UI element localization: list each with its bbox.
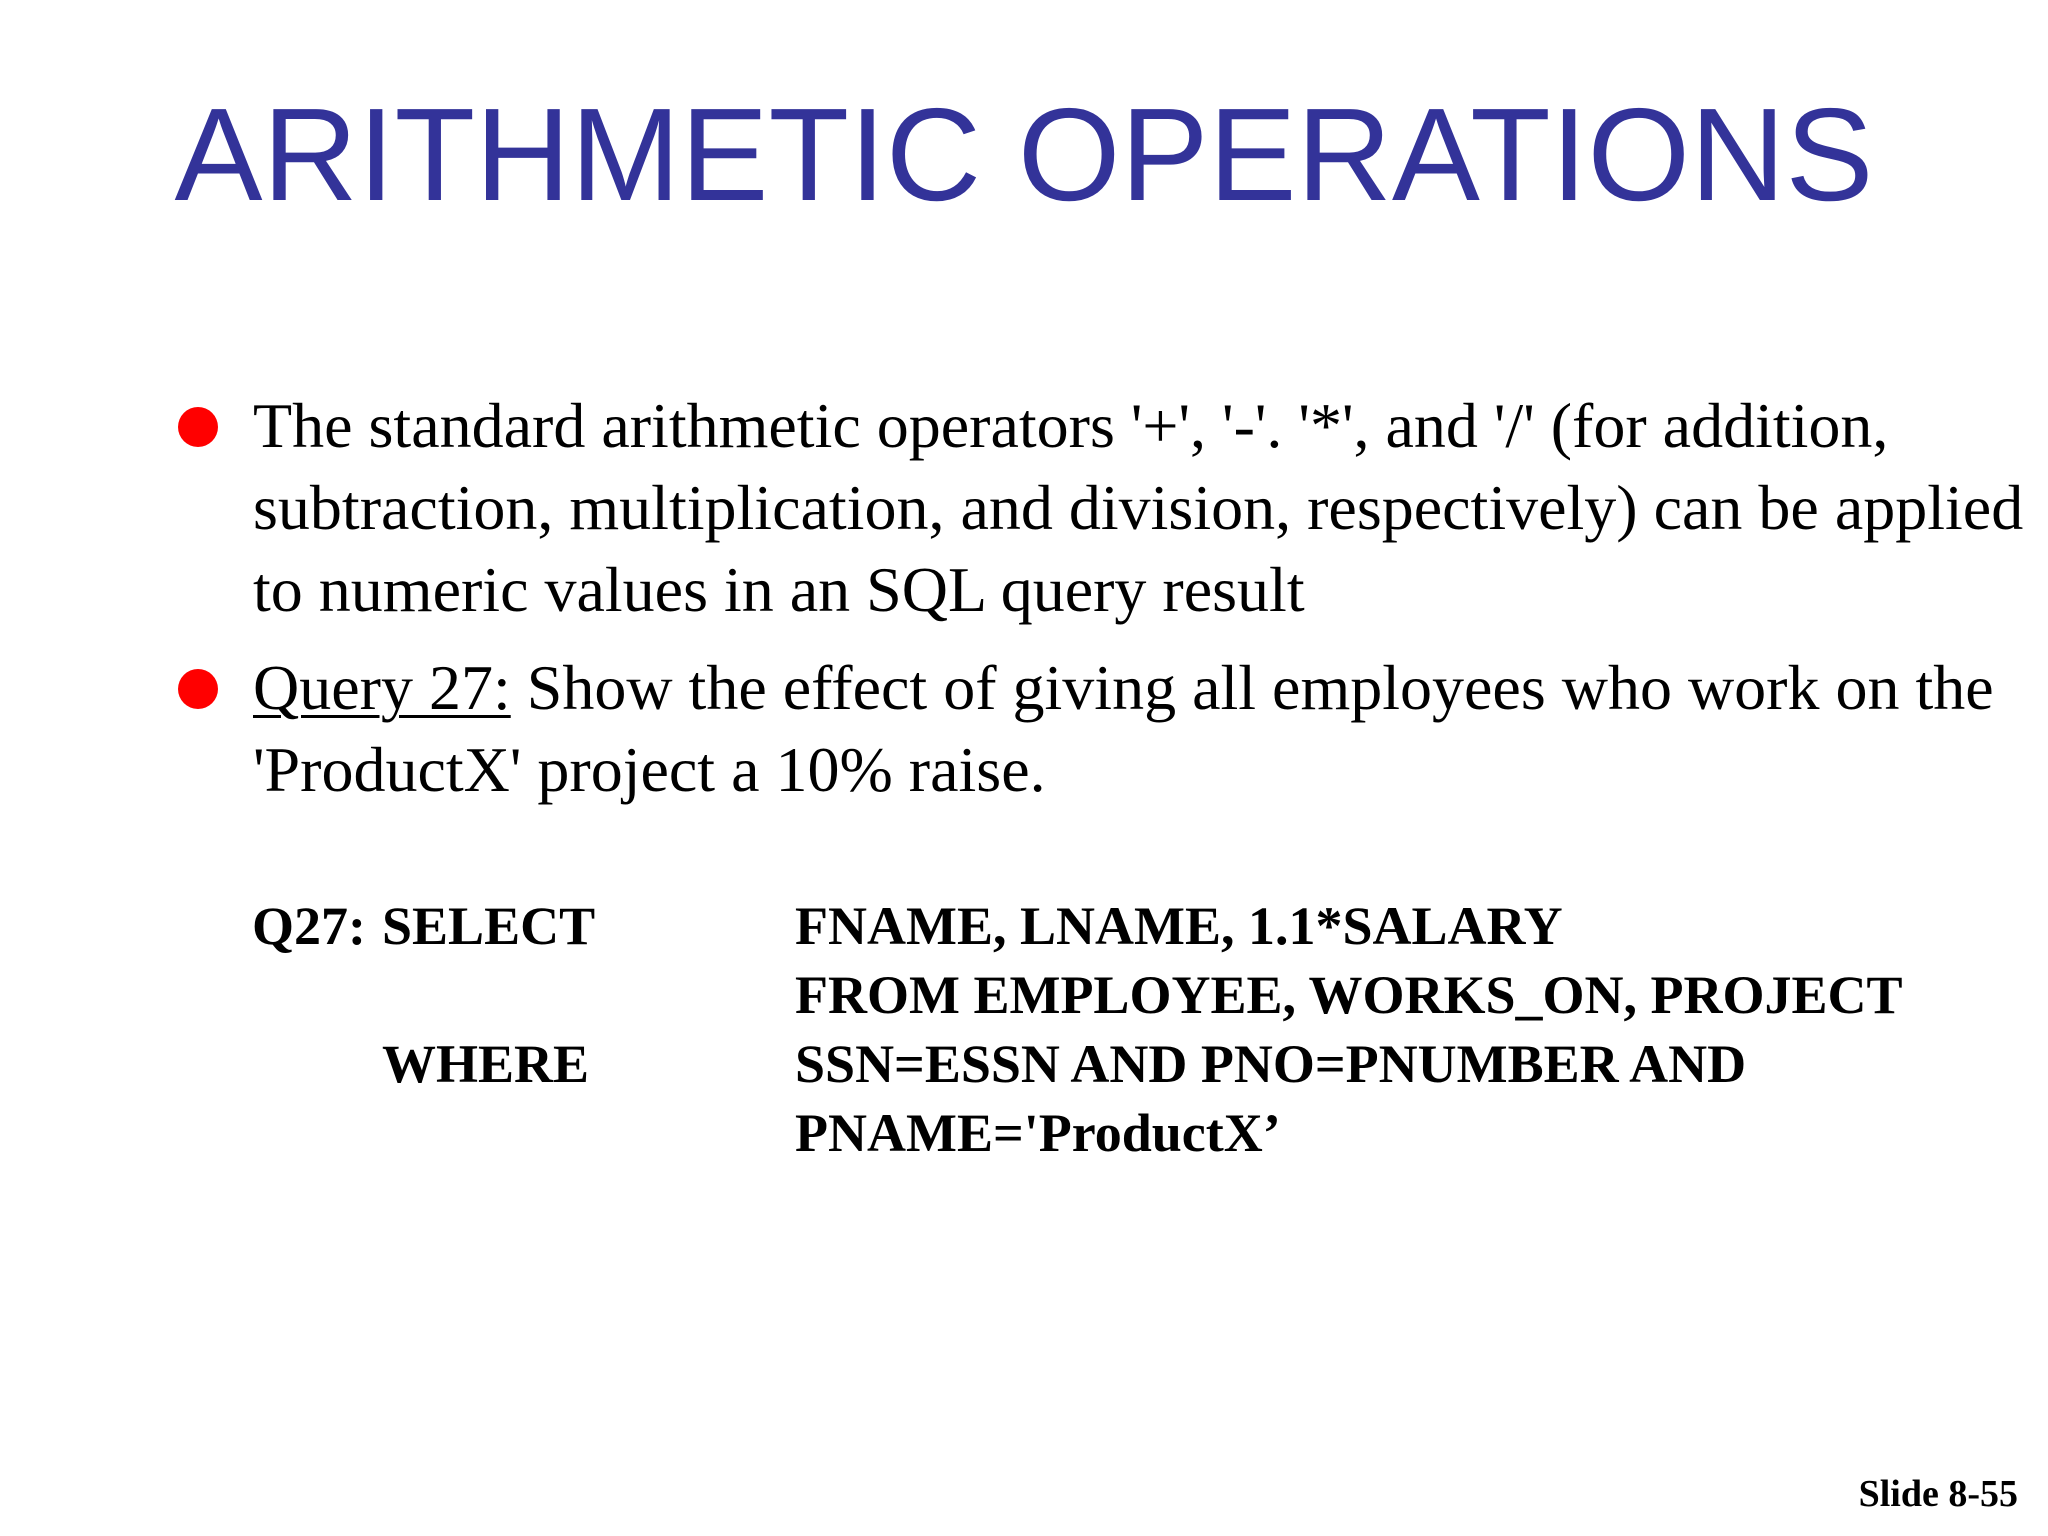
bullet-item-query27 [178, 647, 2028, 811]
query-label: Query 27: [253, 652, 511, 723]
bullet-item-operators [178, 385, 2028, 631]
bullet-dot-icon [178, 407, 218, 447]
select-keyword: SELECT [382, 896, 596, 956]
slide-title: ARITHMETIC OPERATIONS [174, 81, 1874, 228]
bullet-text: The standard arithmetic operators '+', '-'. '*', and '/' (for addition, subtraction, multiplication, and division, respectively) can be applied to numeric values in an SQL query result [253, 390, 2024, 625]
slide-number: Slide 8-55 [1858, 1473, 2018, 1515]
bullet-dot-icon [178, 669, 218, 709]
where-condition-cont: PNAME='ProductX’ [795, 1103, 1281, 1163]
where-keyword: WHERE [382, 1034, 590, 1094]
bullet-list [178, 385, 2028, 827]
from-clause: FROM EMPLOYEE, WORKS_ON, PROJECT [795, 965, 1903, 1025]
query-id-label: Q27: [252, 896, 366, 956]
select-columns: FNAME, LNAME, 1.1*SALARY [795, 896, 1563, 956]
bullet-text: Show the effect of giving all employees who work on the 'ProductX' project a 10% raise. [253, 652, 1994, 805]
where-condition: SSN=ESSN AND PNO=PNUMBER AND [795, 1034, 1747, 1094]
